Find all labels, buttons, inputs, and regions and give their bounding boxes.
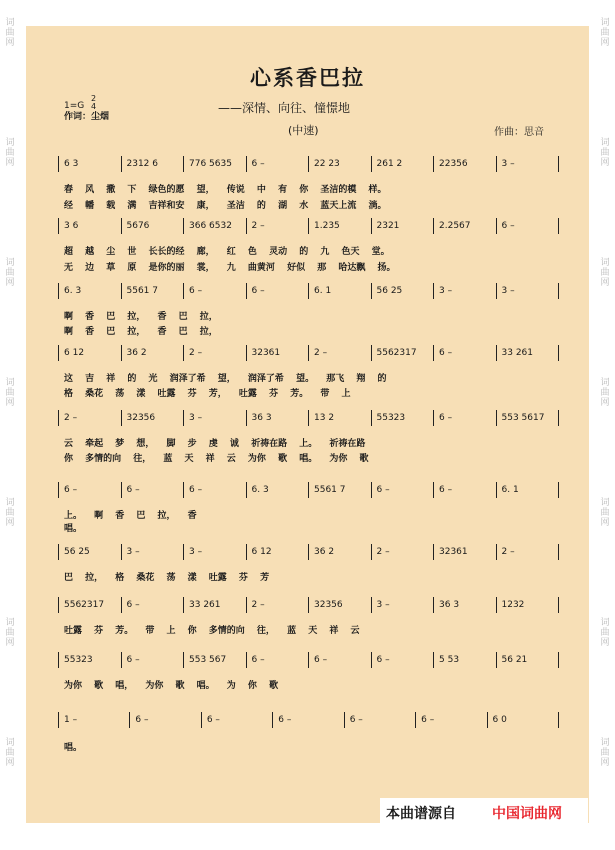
measure: 6 0 xyxy=(488,712,559,728)
measure: 6 – xyxy=(247,156,310,172)
lyrics-verse-1: 啊 香 巴 拉， 香 巴 拉， xyxy=(64,312,218,322)
measure: 32361 xyxy=(434,544,497,560)
measure: 36 3 xyxy=(434,597,497,613)
measure: 56 21 xyxy=(497,652,560,668)
measure: 32356 xyxy=(122,410,185,426)
measure: 6 – xyxy=(434,345,497,361)
time-signature-bottom: 4 xyxy=(91,102,97,111)
measure: 3 – xyxy=(184,544,247,560)
measure: 6 – xyxy=(345,712,416,728)
measure: 553 567 xyxy=(184,652,247,668)
measure: 6. 1 xyxy=(497,482,560,498)
lyrics-verse-1: 超 越 尘 世 长长的经 廊， 红 色 灵动 的 九 色天 堂。 xyxy=(64,247,390,257)
measure: 13 2 xyxy=(309,410,372,426)
measure: 6. 1 xyxy=(309,283,372,299)
measure: 2.2567 xyxy=(434,218,497,234)
measure: 22356 xyxy=(434,156,497,172)
measure: 6 – xyxy=(122,597,185,613)
measure: 6 – xyxy=(434,482,497,498)
measure: 6 – xyxy=(273,712,344,728)
measure: 776 5635 xyxy=(184,156,247,172)
expression-marking: ——深情、向往、憧憬地 xyxy=(218,101,351,115)
lyrics-verse-1: 巴 拉， 格 桑花 荡 漾 吐露 芬 芳 xyxy=(64,573,270,583)
watermark-text: 词曲网 xyxy=(5,258,15,288)
measure: 22 23 xyxy=(309,156,372,172)
lyrics-verse-2: 格 桑花 荡 漾 吐露 芬 芳， 吐露 芬 芳。 带 上 xyxy=(64,389,351,399)
measure: 55323 xyxy=(372,410,435,426)
watermark-text: 词曲网 xyxy=(600,18,610,48)
measure: 5561 7 xyxy=(309,482,372,498)
measure: 3 – xyxy=(372,597,435,613)
lyrics-verse-1: 为你 歌 唱， 为你 歌 唱。 为 你 歌 xyxy=(64,681,279,691)
lyrics-verse-1: 这 吉 祥 的 光 润泽了希 望， 润泽了希 望。 那飞 翔 的 xyxy=(64,374,387,384)
measure: 6. 3 xyxy=(59,283,122,299)
measure: 6 – xyxy=(130,712,201,728)
watermark-text: 词曲网 xyxy=(5,618,15,648)
watermark-text: 词曲网 xyxy=(5,138,15,168)
measure: 3 – xyxy=(434,283,497,299)
measure: 6 – xyxy=(309,652,372,668)
notes-line xyxy=(58,544,559,560)
measure: 6 12 xyxy=(247,544,310,560)
notes-line xyxy=(58,482,559,498)
notes-line xyxy=(58,597,559,613)
lyrics-verse-1: 唱。 xyxy=(64,743,83,753)
site-name: 中国词曲网 xyxy=(492,806,562,822)
lyrics-verse-1: 上。 啊 香 巴 拉， 香 xyxy=(64,511,197,521)
measure: 55323 xyxy=(59,652,122,668)
measure: 5562317 xyxy=(372,345,435,361)
measure: 2 – xyxy=(372,544,435,560)
measure: 6 – xyxy=(122,482,185,498)
measure: 5561 7 xyxy=(122,283,185,299)
measure: 3 – xyxy=(497,283,560,299)
measure: 6 – xyxy=(184,283,247,299)
measure: 6 12 xyxy=(59,345,122,361)
measure: 6 – xyxy=(184,482,247,498)
watermark-text: 词曲网 xyxy=(600,258,610,288)
measure: 33 261 xyxy=(497,345,560,361)
watermark-text: 词曲网 xyxy=(5,498,15,528)
lyrics-verse-1: 云 牵起 梦 想， 脚 步 虔 诚 祈祷在路 上。 祈祷在路 xyxy=(64,439,366,449)
watermark-text: 词曲网 xyxy=(600,738,610,768)
notes-line xyxy=(58,410,559,426)
watermark-text: 词曲网 xyxy=(5,378,15,408)
watermark-strip-left xyxy=(0,0,20,850)
measure: 3 – xyxy=(122,544,185,560)
measure: 33 261 xyxy=(184,597,247,613)
lyrics-verse-2: 啊 香 巴 拉， 香 巴 拉， xyxy=(64,327,218,337)
measure: 5562317 xyxy=(59,597,122,613)
notes-line xyxy=(58,218,559,234)
measure: 2 – xyxy=(497,544,560,560)
watermark-strip-right xyxy=(595,0,615,850)
notes-line xyxy=(58,712,559,728)
measure: 32356 xyxy=(309,597,372,613)
measure: 6 – xyxy=(247,652,310,668)
measure: 3 – xyxy=(184,410,247,426)
measure: 2 – xyxy=(59,410,122,426)
measure: 261 2 xyxy=(372,156,435,172)
measure: 2 – xyxy=(309,345,372,361)
lyrics-verse-2: 你 多情的向 往， 蓝 天 祥 云 为你 歌 唱。 为你 歌 xyxy=(64,454,369,464)
measure: 56 25 xyxy=(59,544,122,560)
source-banner xyxy=(380,798,588,824)
measure: 366 6532 xyxy=(184,218,247,234)
measure: 32361 xyxy=(247,345,310,361)
lyricist-credit: 作词：尘烟 xyxy=(64,112,110,122)
watermark-text: 词曲网 xyxy=(600,378,610,408)
notes-line xyxy=(58,283,559,299)
measure: 2321 xyxy=(372,218,435,234)
measure: 6 3 xyxy=(59,156,122,172)
measure: 36 2 xyxy=(122,345,185,361)
measure: 5 53 xyxy=(434,652,497,668)
measure: 6 – xyxy=(122,652,185,668)
measure: 1 – xyxy=(59,712,130,728)
lyrics-verse-2: 无 边 草 原 是你的丽 裳， 九 曲黄河 好似 那 哈达飘 扬。 xyxy=(64,263,396,273)
measure: 6 – xyxy=(434,410,497,426)
measure: 6 – xyxy=(416,712,487,728)
lyrics-verse-1: 吐露 芬 芳。 带 上 你 多情的向 往， 蓝 天 祥 云 xyxy=(64,626,360,636)
watermark-text: 词曲网 xyxy=(600,138,610,168)
watermark-text: 词曲网 xyxy=(5,18,15,48)
measure: 6 – xyxy=(497,218,560,234)
source-label: 本曲谱源自 xyxy=(386,806,456,822)
measure: 6 – xyxy=(202,712,273,728)
song-title: 心系香巴拉 xyxy=(250,65,365,90)
lyrics-verse-1: 春 风 撒 下 绿色的愿 望， 传说 中 有 你 圣洁的模 样。 xyxy=(64,185,387,195)
notes-line xyxy=(58,156,559,172)
measure: 2 – xyxy=(247,597,310,613)
measure: 3 – xyxy=(497,156,560,172)
measure: 6. 3 xyxy=(247,482,310,498)
watermark-text: 词曲网 xyxy=(600,618,610,648)
time-signature-top: 2 xyxy=(91,94,97,103)
measure: 6 – xyxy=(372,482,435,498)
measure: 3 6 xyxy=(59,218,122,234)
measure: 36 3 xyxy=(247,410,310,426)
notes-line xyxy=(58,345,559,361)
composer-credit: 作曲：思音 xyxy=(494,127,544,138)
tempo-marking: (中速) xyxy=(288,124,319,137)
measure: 6 – xyxy=(247,283,310,299)
measure: 1232 xyxy=(497,597,560,613)
score-sheet xyxy=(26,26,589,823)
measure: 56 25 xyxy=(372,283,435,299)
lyrics-verse-2: 唱。 xyxy=(64,524,83,534)
measure: 2 – xyxy=(247,218,310,234)
measure: 6 – xyxy=(372,652,435,668)
key-signature: 1=G xyxy=(64,101,85,111)
notes-line xyxy=(58,652,559,668)
measure: 36 2 xyxy=(309,544,372,560)
measure: 6 – xyxy=(59,482,122,498)
measure: 2 – xyxy=(184,345,247,361)
watermark-text: 词曲网 xyxy=(600,498,610,528)
measure: 5676 xyxy=(122,218,185,234)
watermark-text: 词曲网 xyxy=(5,738,15,768)
measure: 2312 6 xyxy=(122,156,185,172)
measure: 553 5617 xyxy=(497,410,560,426)
measure: 1.235 xyxy=(309,218,372,234)
lyrics-verse-2: 经 幡 载 满 吉祥和安 康， 圣洁 的 湖 水 蓝天上流 淌。 xyxy=(64,201,387,211)
